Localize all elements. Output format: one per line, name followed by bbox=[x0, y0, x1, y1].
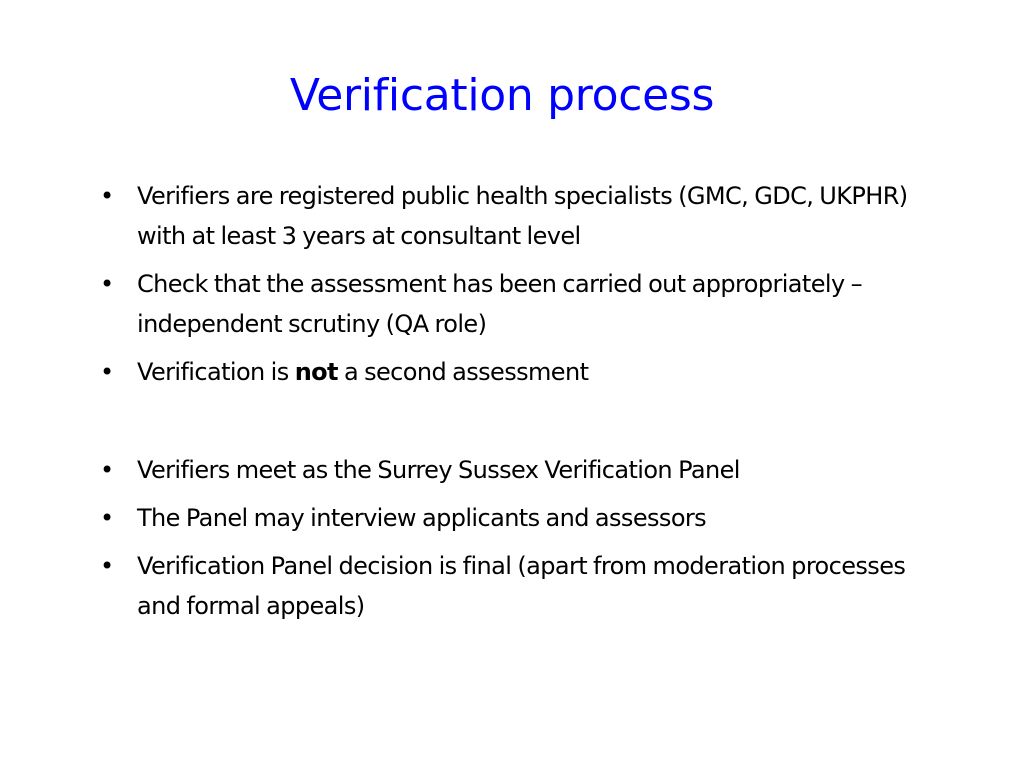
bullet-text-after: a second assessment bbox=[337, 358, 589, 386]
slide-title: Verification process bbox=[289, 70, 715, 121]
bullet-text-bold: not bbox=[294, 358, 338, 386]
bullet-text: Check that the assessment has been carried out appropriately – independent scrutiny (QA role) bbox=[137, 270, 862, 338]
bullet-dot-icon: • bbox=[100, 504, 114, 532]
bullet-text: Verifiers meet as the Surrey Sussex Verification Panel bbox=[137, 456, 740, 484]
bullet-dot-icon: • bbox=[100, 270, 114, 298]
bullet-dot-icon: • bbox=[100, 552, 114, 580]
bullet-item-5 bbox=[100, 498, 920, 538]
bullet-dot-icon: • bbox=[100, 456, 114, 484]
bullet-dot-icon: • bbox=[100, 182, 114, 210]
bullet-item-6 bbox=[100, 546, 920, 626]
bullet-text-before: Verification is bbox=[137, 358, 295, 386]
bullet-text: Verification Panel decision is final (apart from moderation processes and formal appeals) bbox=[137, 552, 906, 620]
bullet-dot-icon: • bbox=[100, 358, 114, 386]
bullet-item-1 bbox=[100, 176, 920, 256]
bullet-text: The Panel may interview applicants and assessors bbox=[137, 504, 707, 532]
bullet-list bbox=[100, 176, 920, 634]
bullet-item-4 bbox=[100, 450, 920, 490]
bullet-item-3 bbox=[100, 352, 920, 392]
list-spacer bbox=[100, 400, 920, 450]
bullet-text: Verifiers are registered public health specialists (GMC, GDC, UKPHR) with at least 3 years at consultant level bbox=[137, 182, 908, 250]
bullet-item-2 bbox=[100, 264, 920, 344]
